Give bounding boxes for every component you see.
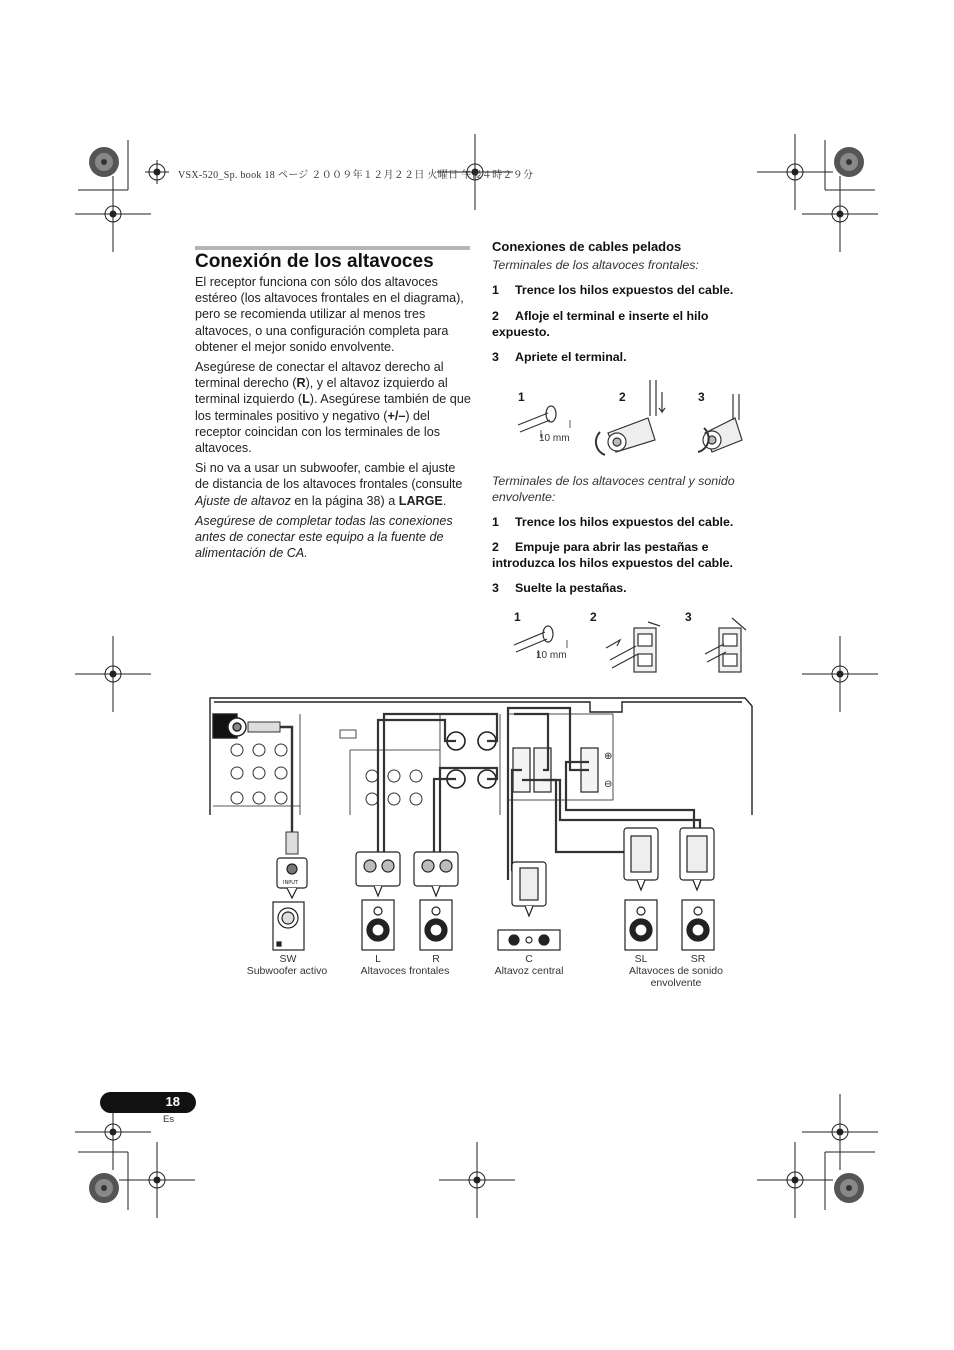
plus-symbol: ⊕ xyxy=(604,751,613,762)
caption-surround: Altavoces de sonido envolvente xyxy=(629,965,723,989)
spring-terminal-figure xyxy=(514,618,746,672)
front-terminals-label: Terminales de los altavoces frontales: xyxy=(492,258,699,272)
center-step-3: 3 Suelte la pestañas. xyxy=(492,581,627,595)
label-l: L xyxy=(375,953,381,965)
label-r: R xyxy=(432,953,440,965)
page-number: 18 xyxy=(165,1094,180,1109)
fig1-num-3: 3 xyxy=(698,390,705,404)
page-language: Es xyxy=(163,1114,175,1125)
fig2-mm-label: 10 mm xyxy=(536,650,567,661)
center-step-2: 2 Empuje para abrir las pestañas e introduzca los hilos expuestos del cable. xyxy=(492,540,733,570)
label-sr: SR xyxy=(690,953,706,965)
intro-text xyxy=(195,274,471,565)
title-bar xyxy=(195,246,470,250)
polarity-paragraph: Asegúrese de conectar el altavoz derecho al terminal derecho (R), y el altavoz izquierdo al terminal izquierdo (L). Asegúrese también de que los terminales positivo y negativo (+/–) del receptor coincidan con los terminales de los altavoces. xyxy=(195,360,471,456)
warning-paragraph: Asegúrese de completar todas las conexiones antes de conectar este equipo a la fuente de alimentación de CA. xyxy=(195,513,453,561)
front-step-1: 1 Trence los hilos expuestos del cable. xyxy=(492,283,734,297)
fig1-num-1: 1 xyxy=(518,390,525,404)
fig2-num-1: 1 xyxy=(514,610,521,624)
print-header: VSX-520_Sp. book 18 ページ ２００９年１２月２２日 火曜日 午後４時２９分 xyxy=(178,170,534,181)
front-speakers xyxy=(362,900,452,950)
input-label: INPUT xyxy=(283,880,298,886)
fig2-num-2: 2 xyxy=(590,610,597,624)
intro-paragraph: El receptor funciona con sólo dos altavoces estéreo (los altavoces frontales en el diagrama), pero se recomienda utilizar al menos tres altavoces, o una configuración completa para obtener el mejor sonido envolvente. xyxy=(195,275,464,354)
front-speaker-plates xyxy=(356,852,458,896)
caption-sw: Subwoofer activo xyxy=(246,965,328,977)
center-step-1: 1 Trence los hilos expuestos del cable. xyxy=(492,515,734,529)
rca-jacks xyxy=(231,744,422,805)
caption-front: Altavoces frontales xyxy=(360,965,450,977)
bare-wire-heading: Conexiones de cables pelados xyxy=(492,239,682,254)
fig1-num-2: 2 xyxy=(619,390,626,404)
subwoofer-cable xyxy=(248,722,298,854)
minus-symbol: ⊖ xyxy=(604,779,613,790)
caption-center: Altavoz central xyxy=(494,965,564,977)
front-step-3: 3 Apriete el terminal. xyxy=(492,350,627,364)
subwoofer-paragraph: Si no va a usar un subwoofer, cambie el ajuste de distancia de los altavoces frontales (consulte Ajuste de altavoz en la página 38) a LARGE. xyxy=(195,461,463,508)
subwoofer-unit xyxy=(273,858,307,950)
label-sl: SL xyxy=(634,953,648,965)
fig2-num-3: 3 xyxy=(685,610,692,624)
fig1-mm-label: 10 mm xyxy=(539,433,570,444)
label-c: C xyxy=(525,953,533,965)
page-title: Conexión de los altavoces xyxy=(195,251,434,272)
surround-speakers xyxy=(624,828,714,950)
label-sw: SW xyxy=(279,953,297,965)
center-terminals-label: Terminales de los altavoces central y sonido envolvente: xyxy=(492,474,735,504)
front-step-2: 2 Afloje el terminal e inserte el hilo expuesto. xyxy=(492,309,709,339)
